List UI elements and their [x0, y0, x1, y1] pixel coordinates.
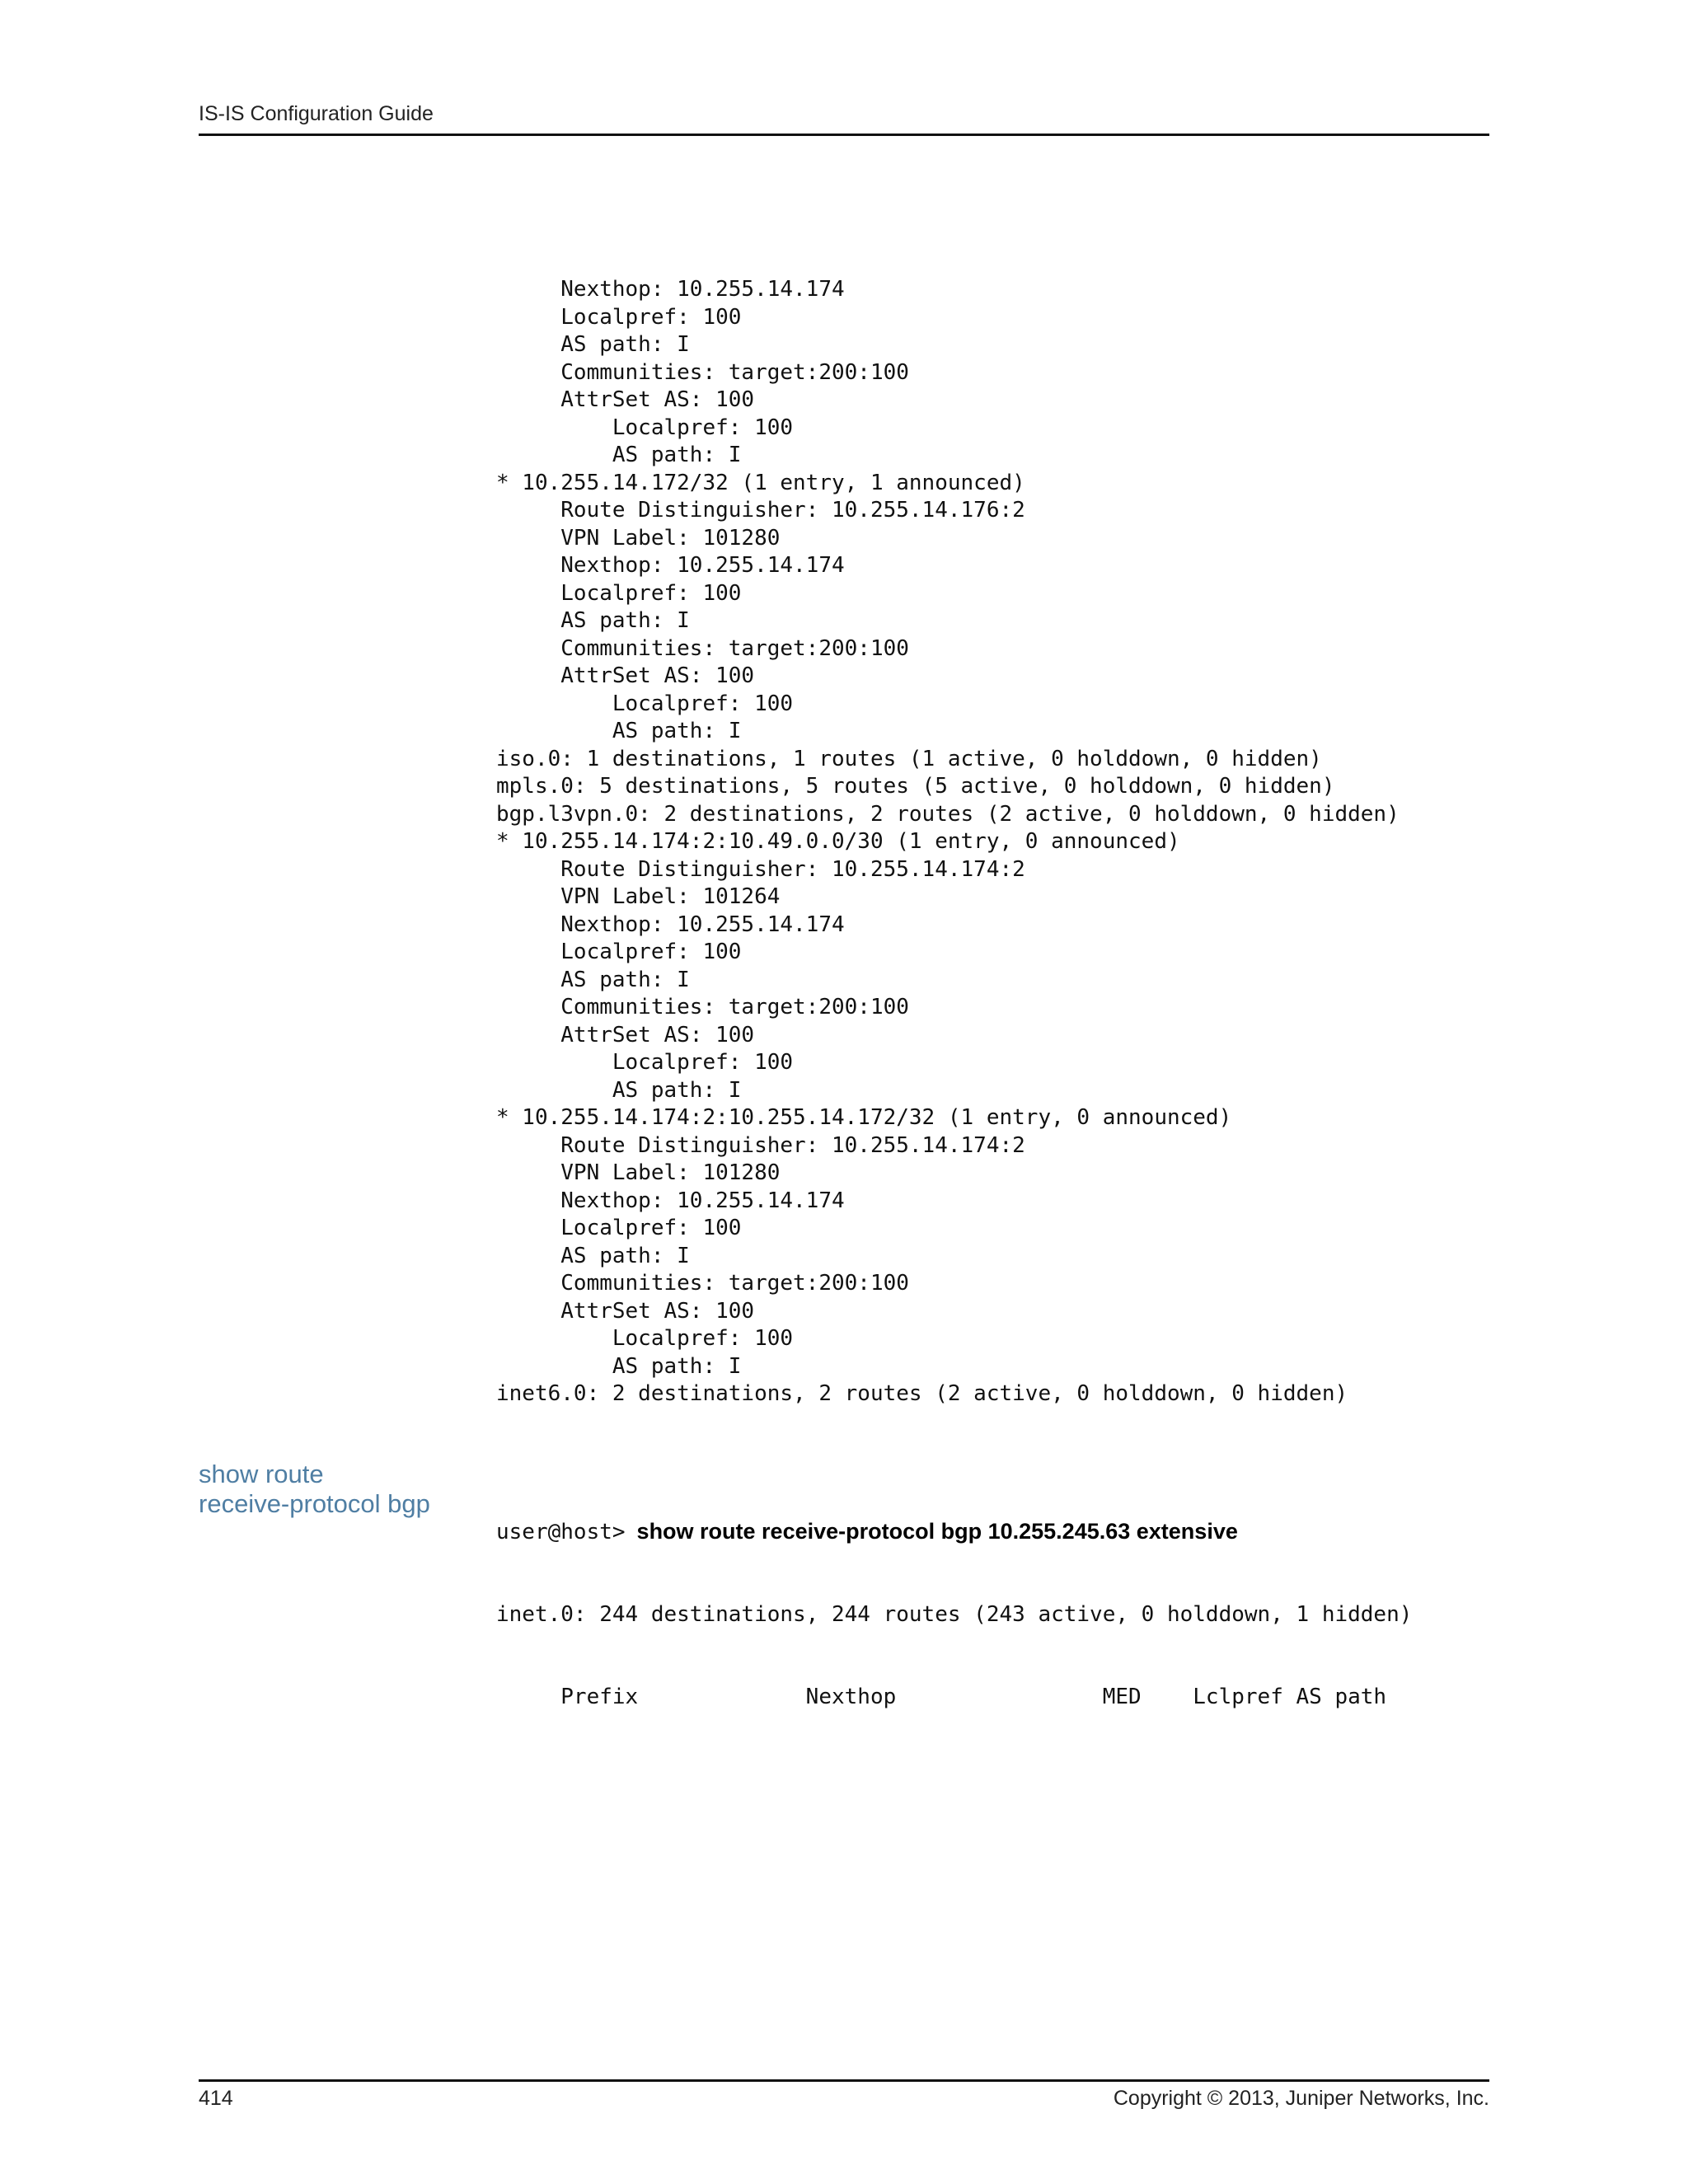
code-line: Localpref: 100 [496, 1216, 742, 1240]
code-line: AttrSet AS: 100 [496, 663, 755, 688]
code-line: Route Distinguisher: 10.255.14.176:2 [496, 498, 1025, 523]
command-line [496, 1518, 1412, 1546]
code-line: Communities: target:200:100 [496, 1271, 909, 1296]
command-output-line: Prefix Nexthop MED Lclpref AS path [496, 1685, 1387, 1709]
code-line: * 10.255.14.174:2:10.49.0.0/30 (1 entry, 0 announced) [496, 829, 1180, 854]
code-line: * 10.255.14.174:2:10.255.14.172/32 (1 entry, 0 announced) [496, 1105, 1232, 1130]
code-line: Route Distinguisher: 10.255.14.174:2 [496, 856, 1025, 882]
code-line: VPN Label: 101280 [496, 1160, 781, 1185]
page-header-title: IS-IS Configuration Guide [199, 102, 434, 125]
command-block [496, 1463, 1412, 1739]
code-line: Localpref: 100 [496, 1050, 794, 1075]
code-line: AttrSet AS: 100 [496, 1022, 755, 1047]
header-rule [199, 134, 1489, 136]
code-line: iso.0: 1 destinations, 1 routes (1 active, 0 holddown, 0 hidden) [496, 746, 1322, 771]
code-line: inet6.0: 2 destinations, 2 routes (2 active, 0 holddown, 0 hidden) [496, 1381, 1348, 1406]
code-line: * 10.255.14.172/32 (1 entry, 1 announced) [496, 470, 1025, 495]
code-line: VPN Label: 101280 [496, 525, 781, 551]
code-line: AS path: I [496, 608, 690, 633]
code-line: AS path: I [496, 1077, 742, 1103]
code-line: AttrSet AS: 100 [496, 1298, 755, 1324]
code-line: AttrSet AS: 100 [496, 387, 755, 412]
code-line: mpls.0: 5 destinations, 5 routes (5 active, 0 holddown, 0 hidden) [496, 774, 1335, 799]
code-block [496, 276, 1400, 1408]
code-line: Nexthop: 10.255.14.174 [496, 1188, 845, 1213]
code-line: AS path: I [496, 1243, 690, 1268]
page-number: 414 [199, 2087, 233, 2110]
copyright-notice: Copyright © 2013, Juniper Networks, Inc. [1113, 2087, 1489, 2110]
section-heading-line-2: receive-protocol bgp [199, 1489, 430, 1518]
code-line: VPN Label: 101264 [496, 884, 781, 909]
code-line: Communities: target:200:100 [496, 359, 909, 385]
section-heading [199, 1460, 430, 1519]
code-line: AS path: I [496, 967, 690, 992]
code-line: Nexthop: 10.255.14.174 [496, 277, 845, 302]
code-line: Localpref: 100 [496, 415, 794, 440]
code-line: AS path: I [496, 719, 742, 743]
code-line: Communities: target:200:100 [496, 635, 909, 661]
code-line: Localpref: 100 [496, 1326, 794, 1351]
cli-command: show route receive-protocol bgp 10.255.245.63 extensive [636, 1519, 1238, 1544]
code-line: bgp.l3vpn.0: 2 destinations, 2 routes (2 active, 0 holddown, 0 hidden) [496, 801, 1400, 827]
code-line: Localpref: 100 [496, 580, 742, 606]
code-line: AS path: I [496, 1353, 742, 1379]
code-line: Nexthop: 10.255.14.174 [496, 553, 845, 578]
code-line: Nexthop: 10.255.14.174 [496, 912, 845, 937]
cli-prompt: user@host> [496, 1520, 626, 1544]
code-line: AS path: I [496, 443, 742, 467]
code-line: AS path: I [496, 332, 690, 357]
code-line: Communities: target:200:100 [496, 995, 909, 1019]
code-line: Localpref: 100 [496, 691, 794, 716]
code-line: Localpref: 100 [496, 940, 742, 964]
footer-rule [199, 2079, 1489, 2082]
command-output-line: inet.0: 244 destinations, 244 routes (243 active, 0 holddown, 1 hidden) [496, 1601, 1413, 1627]
code-line: Localpref: 100 [496, 304, 742, 330]
section-heading-line-1: show route [199, 1460, 324, 1488]
code-line: Route Distinguisher: 10.255.14.174:2 [496, 1132, 1025, 1158]
